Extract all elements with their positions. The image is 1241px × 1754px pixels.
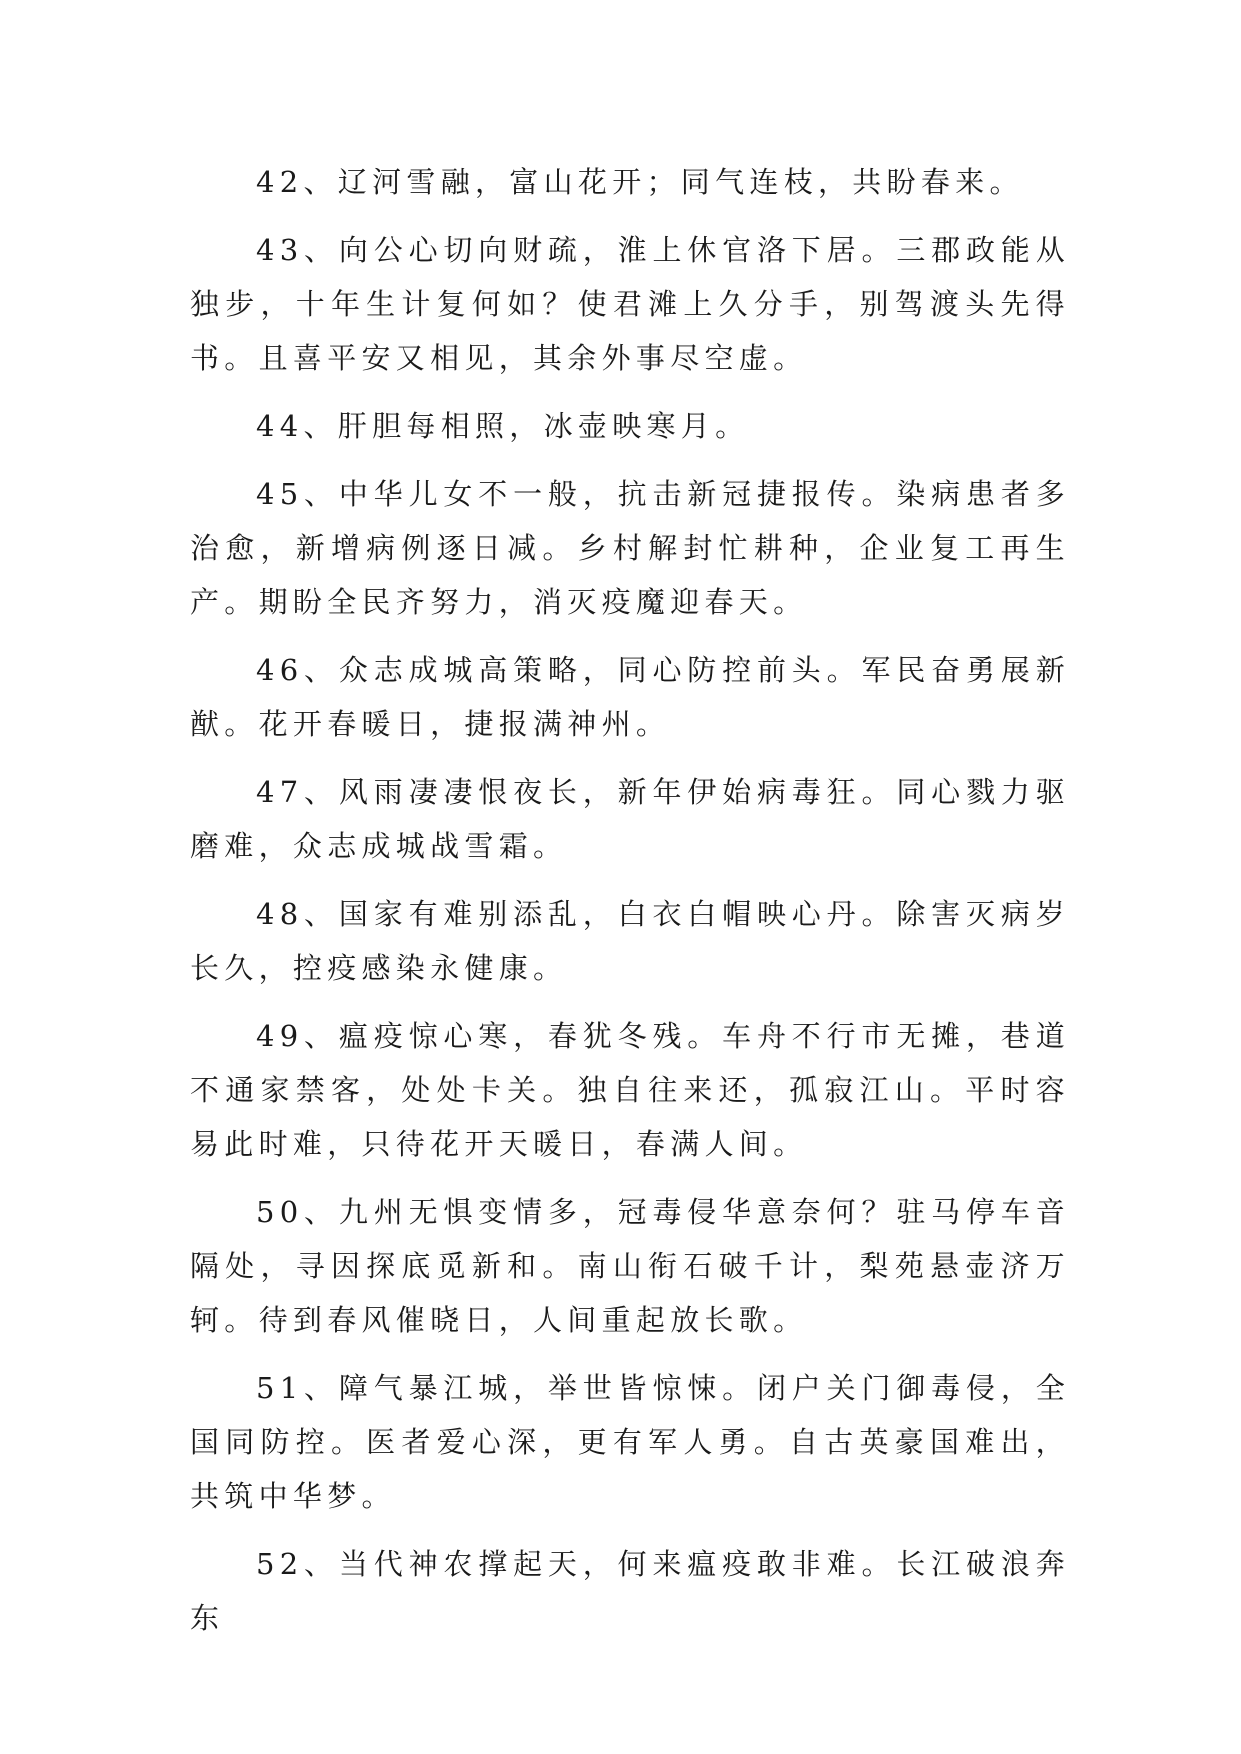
paragraph-52: 52、当代神农撑起天，何来瘟疫敢非难。长江破浪奔东 — [190, 1547, 1070, 1635]
paragraph-46: 46、众志成城高策略，同心防控前头。军民奋勇展新猷。花开春暖日，捷报满神州。 — [190, 653, 1070, 741]
document-body — [190, 155, 1070, 1659]
paragraph-45: 45、中华儿女不一般，抗击新冠捷报传。染病患者多治愈，新增病例逐日减。乡村解封忙耕种，企业复工再生产。期盼全民齐努力，消灭疫魔迎春天。 — [190, 477, 1070, 619]
paragraph-49: 49、瘟疫惊心寒，春犹冬残。车舟不行市无摊，巷道不通家禁客，处处卡关。独自往来还，孤寂江山。平时容易此时难，只待花开天暖日，春满人间。 — [190, 1019, 1070, 1161]
paragraph-47: 47、风雨凄凄恨夜长，新年伊始病毒狂。同心戮力驱磨难，众志成城战雪霜。 — [190, 775, 1070, 863]
paragraph-43: 43、向公心切向财疏，淮上休官洛下居。三郡政能从独步，十年生计复何如？使君滩上久分手，别驾渡头先得书。且喜平安又相见，其余外事尽空虚。 — [190, 233, 1070, 375]
paragraph-50: 50、九州无惧变情多，冠毒侵华意奈何？驻马停车音隔处，寻因探底觅新和。南山衔石破千计，梨苑悬壶济万轲。待到春风催晓日，人间重起放长歌。 — [190, 1195, 1070, 1337]
paragraph-44: 44、肝胆每相照，冰壶映寒月。 — [256, 409, 750, 443]
paragraph-51: 51、障气暴江城，举世皆惊悚。闭户关门御毒侵，全国同防控。医者爱心深，更有军人勇。自古英豪国难出，共筑中华梦。 — [190, 1371, 1070, 1513]
paragraph-48: 48、国家有难别添乱，白衣白帽映心丹。除害灭病岁长久，控疫感染永健康。 — [190, 897, 1070, 985]
paragraph-42: 42、辽河雪融，富山花开；同气连枝，共盼春来。 — [256, 165, 1024, 199]
